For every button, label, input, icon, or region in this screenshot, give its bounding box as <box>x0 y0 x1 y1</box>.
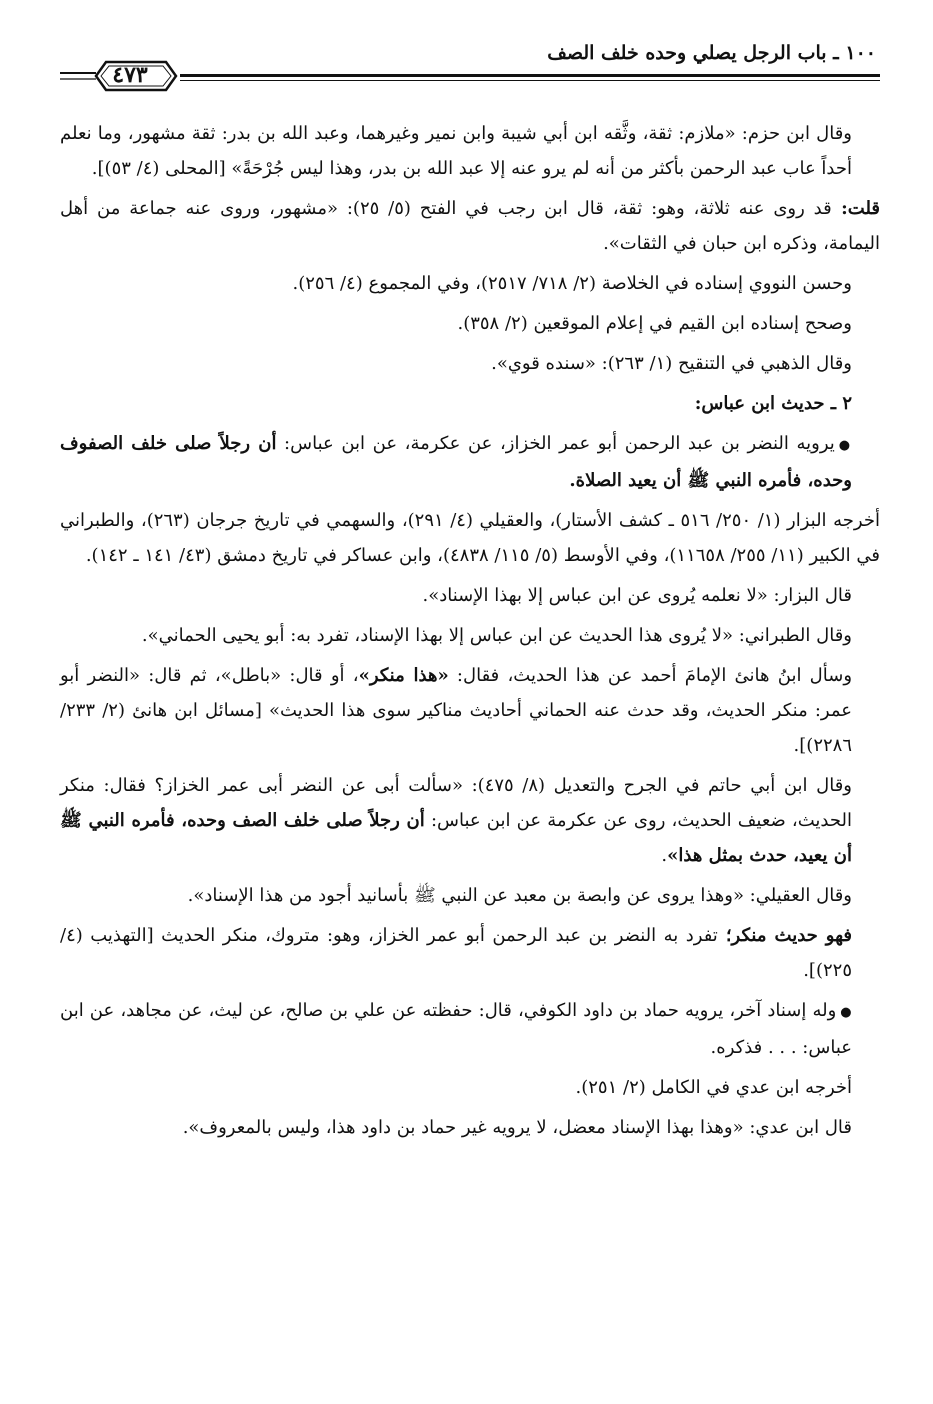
paragraph <box>60 386 880 421</box>
paragraph <box>60 918 880 988</box>
text-segment: قال البزار: «لا نعلمه يُروى عن ابن عباس إلا بهذا الإسناد». <box>422 585 852 606</box>
paragraph <box>60 578 880 613</box>
paragraph <box>60 426 880 498</box>
text-segment: وسأل ابنُ هانئ الإمامَ أحمد عن هذا الحديث، فقال: <box>448 665 853 686</box>
paragraph <box>60 658 880 763</box>
text-segment: وقال الطبراني: «لا يُروى هذا الحديث عن ابن عباس إلا بهذا الإسناد، تفرد به: أبو يحيى الحماني». <box>141 625 852 646</box>
paragraph <box>60 346 880 381</box>
text-segment: وقال الذهبي في التنقيح (١/ ٢٦٣): «سنده قوي». <box>491 353 852 374</box>
paragraph <box>60 503 880 573</box>
text-segment: يرويه النضر بن عبد الرحمن أبو عمر الخزاز، عن عكرمة، عن ابن عباس: <box>276 433 835 454</box>
page-number: ٤٧٣ <box>112 62 148 88</box>
book-page <box>60 36 880 1376</box>
page-number-frame <box>60 56 178 96</box>
page-header <box>60 36 880 98</box>
bold-text: قلت: <box>831 198 881 219</box>
page-body <box>60 116 880 1150</box>
text-segment: قال ابن عدي: «وهذا بهذا الإسناد معضل، لا يرويه غير حماد بن داود هذا، وليس بالمعروف». <box>182 1117 852 1138</box>
text-segment: أخرجه البزار (١/ ٢٥٠/ ٥١٦ ـ كشف الأستار)، والعقيلي (٤/ ٢٩١)، والسهمي في تاريخ جرجان (٢٦٣)، والطبراني في الكبير (١١/ ٢٥٥/ ١١٦٥٨)، وفي الأوسط (٥/ ١١٥/ ٤٨٣٨)، وابن عساكر في تاريخ دمشق (٤٣/ ١٤١ ـ ١٤٢). <box>60 510 880 566</box>
bullet-icon: ● <box>840 1005 853 1020</box>
paragraph <box>60 993 880 1065</box>
paragraph <box>60 618 880 653</box>
bold-text: فهو حديث منكر؛ <box>717 925 852 946</box>
paragraph <box>60 878 880 913</box>
bullet-icon: ● <box>838 438 853 453</box>
paragraph <box>60 116 880 186</box>
text-segment: ، أو قال: «باطل»، ثم قال: «النضر أبو عمر: منكر الحديث، وقد حدث عنه الحماني أحاديث مناكير سوى هذا الحديث» [مسائل ابن هانئ (٢/ ٢٣٣/ ٢٢٨٦)]. <box>60 665 852 756</box>
text-segment: وقال ابن أبي حاتم في الجرح والتعديل (٨/ ٤٧٥): «سألت أبى عن النضر أبى عمر الخزاز؟ فقال: منكر الحديث، ضعيف الحديث، روى عن عكرمة عن ابن عباس: <box>60 775 852 831</box>
chapter-title: ١٠٠ ـ باب الرجل يصلي وحده خلف الصف <box>547 42 876 64</box>
text-segment: أخرجه ابن عدي في الكامل (٢/ ٢٥١). <box>575 1077 852 1098</box>
paragraph <box>60 768 880 873</box>
paragraph <box>60 306 880 341</box>
text-segment: . <box>661 845 668 866</box>
bold-text: «هذا منكر» <box>358 665 449 686</box>
text-segment: قد روى عنه ثلاثة، وهو: ثقة، قال ابن رجب في الفتح (٥/ ٢٥): «مشهور، وروى عنه جماعة من أهل اليمامة، وذكره ابن حبان في الثقات». <box>60 198 880 254</box>
bold-text: ٢ ـ حديث ابن عباس: <box>694 393 852 414</box>
text-segment: وحسن النووي إسناده في الخلاصة (٢/ ٧١٨/ ٢٥١٧)، وفي المجموع (٤/ ٢٥٦). <box>292 273 852 294</box>
text-segment: وقال ابن حزم: «ملازم: ثقة، وثَّقه ابن أبي شيبة وابن نمير وغيرهما، وعبد الله بن بدر: ثقة مشهور، وما نعلم أحداً عاب عبد الرحمن بأكثر من أنه لم يرو عنه إلا عبد الله بن بدر، وهذا ليس جُرْحَةً» [المحلى (٤/ ٥٣)]. <box>60 123 852 179</box>
bold-text: أن رجلاً صلى خلف الصف وحده، فأمره النبي ﷺ أن يعيد، حدث بمثل هذا» <box>60 810 852 866</box>
paragraph <box>60 266 880 301</box>
paragraph <box>60 191 880 261</box>
text-segment: وله إسناد آخر، يرويه حماد بن داود الكوفي، قال: حفظته عن علي بن صالح، عن ليث، عن مجاهد، عن ابن عباس: . . . فذكره. <box>60 1000 852 1058</box>
text-segment: وقال العقيلي: «وهذا يروى عن وابصة بن معبد عن النبي ﷺ بأسانيد أجود من هذا الإسناد». <box>187 885 852 906</box>
header-rule <box>180 74 880 77</box>
bold-text: أن رجلاً صلى خلف الصفوف وحده، فأمره النبي ﷺ أن يعيد الصلاة. <box>60 433 852 491</box>
header-rule-thin <box>180 80 880 81</box>
paragraph <box>60 1110 880 1145</box>
text-segment: وصحح إسناده ابن القيم في إعلام الموقعين (٢/ ٣٥٨). <box>457 313 852 334</box>
text-segment: تفرد به النضر بن عبد الرحمن أبو عمر الخزاز، وهو: متروك، منكر الحديث [التهذيب (٤/ ٢٢٥)]. <box>60 925 852 981</box>
paragraph <box>60 1070 880 1105</box>
